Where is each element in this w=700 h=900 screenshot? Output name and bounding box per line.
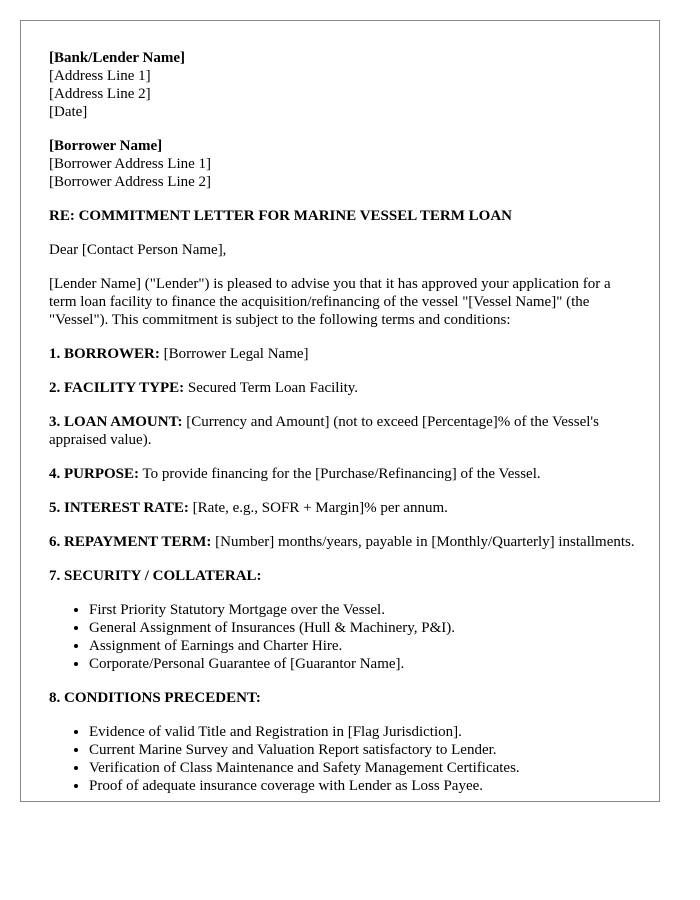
term-purpose	[49, 465, 639, 483]
term-label: 2. FACILITY TYPE:	[49, 380, 185, 396]
list-item: • First Priority Statutory Mortgage over the Vessel.	[89, 601, 639, 619]
term-text: [Number] months/years, payable in [Monthly/Quarterly] installments.	[211, 534, 635, 550]
lender-address-line-2: [Address Line 2]	[49, 86, 151, 102]
list-item: • Corporate/Personal Guarantee of [Guarantor Name].	[89, 655, 639, 673]
term-label: 3. LOAN AMOUNT:	[49, 414, 183, 430]
list-item: • Verification of Class Maintenance and Safety Management Certificates.	[89, 759, 639, 777]
intro-paragraph: [Lender Name] ("Lender") is pleased to advise you that it has approved your application for a term loan facility to finance the acquisition/refinancing of the vessel "[Vessel Name]" (the "Vessel"). This commitment is subject to the following terms and conditions:	[49, 276, 611, 328]
list-item: • Assignment of Earnings and Charter Hire.	[89, 637, 639, 655]
term-label: 4. PURPOSE:	[49, 466, 139, 482]
conditions-list	[49, 723, 639, 795]
subject-line: RE: COMMITMENT LETTER FOR MARINE VESSEL TERM LOAN	[49, 208, 512, 224]
letter-page	[20, 20, 660, 802]
term-label: 5. INTEREST RATE:	[49, 500, 189, 516]
list-item: • Proof of adequate insurance coverage with Lender as Loss Payee.	[89, 777, 639, 795]
security-list	[49, 601, 639, 673]
list-item: • Current Marine Survey and Valuation Report satisfactory to Lender.	[89, 741, 639, 759]
borrower-block	[49, 137, 639, 191]
lender-block	[49, 49, 639, 121]
term-label: 6. REPAYMENT TERM:	[49, 534, 212, 550]
conditions-heading: 8. CONDITIONS PRECEDENT:	[49, 690, 261, 706]
term-repayment	[49, 533, 639, 551]
borrower-address-line-2: [Borrower Address Line 2]	[49, 174, 212, 190]
term-text: Secured Term Loan Facility.	[184, 380, 359, 396]
list-item: • Evidence of valid Title and Registration in [Flag Jurisdiction].	[89, 723, 639, 741]
term-text: [Currency and Amount] (not to exceed [Percentage]% of the Vessel's appraised value).	[49, 414, 599, 448]
term-text: [Rate, e.g., SOFR + Margin]% per annum.	[188, 500, 448, 516]
term-facility-type	[49, 379, 639, 397]
borrower-name: [Borrower Name]	[49, 138, 163, 154]
security-heading: 7. SECURITY / COLLATERAL:	[49, 568, 262, 584]
term-interest-rate	[49, 499, 639, 517]
term-label: 1. BORROWER:	[49, 346, 160, 362]
term-text: [Borrower Legal Name]	[159, 346, 309, 362]
letter-content	[49, 49, 639, 802]
lender-address-line-1: [Address Line 1]	[49, 68, 151, 84]
term-borrower	[49, 345, 639, 363]
lender-name: [Bank/Lender Name]	[49, 50, 185, 66]
salutation: Dear [Contact Person Name],	[49, 242, 227, 258]
list-item: • General Assignment of Insurances (Hull & Machinery, P&I).	[89, 619, 639, 637]
term-text: To provide financing for the [Purchase/Refinancing] of the Vessel.	[139, 466, 541, 482]
letter-date: [Date]	[49, 104, 88, 120]
term-loan-amount	[49, 413, 639, 449]
borrower-address-line-1: [Borrower Address Line 1]	[49, 156, 212, 172]
